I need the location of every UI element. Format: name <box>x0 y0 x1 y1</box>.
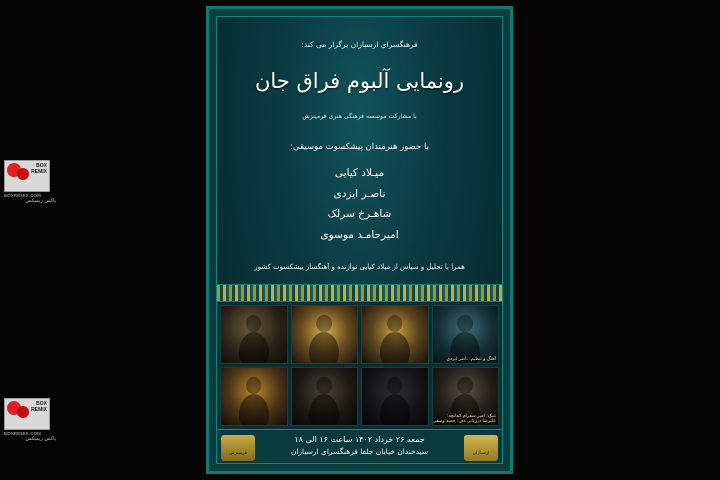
watermark-title-line1: BOX <box>36 401 47 407</box>
watermark-logo-icon <box>4 398 50 430</box>
figure-body <box>239 332 269 364</box>
figure-head <box>316 315 332 332</box>
figure-head <box>246 315 262 332</box>
event-datetime: جمعه ۲۶ خرداد ۱۴۰۲ ساعت ۱۶ الی ۱۸ <box>294 435 425 444</box>
concert-poster <box>206 6 513 474</box>
watermark-persian-text: باکس ریمیکس <box>25 198 56 204</box>
watermark-url: BOXREMIX.COM <box>4 193 42 198</box>
photo-row-bottom <box>220 367 499 426</box>
figure-head <box>457 377 473 394</box>
artist-name: امیرحامـد موسوی <box>320 229 399 242</box>
photo-caption: آهنگ و تنظیم: ناصر ایزدی <box>446 357 496 363</box>
watermark-top <box>4 160 56 212</box>
presenter-line: فرهنگسرای ارسباران برگزار می کند: <box>301 40 418 49</box>
artist-photo <box>361 367 429 426</box>
watermark-title-line1: BOX <box>36 163 47 169</box>
figure-body <box>239 394 269 426</box>
figure-head <box>246 377 262 394</box>
thanks-line: همرا با تجلیل و سپاس از میلاد کیایی نوازنده و آهنگساز پیشکسوت کشور <box>254 262 465 271</box>
artist-photo <box>432 305 500 364</box>
poster-text-zone <box>217 17 502 284</box>
artist-photo <box>291 305 359 364</box>
sponsor-logo-right <box>464 435 498 461</box>
sponsor-logo-left-label: فرمینزش <box>229 451 247 456</box>
sponsor-logo-left <box>221 435 255 461</box>
artist-photo <box>361 305 429 364</box>
figure-head <box>387 315 403 332</box>
watermark-persian-text: باکس ریمیکس <box>25 436 56 442</box>
photo-row-top <box>220 305 499 364</box>
artist-name: ناصـر ایزدی <box>333 187 386 200</box>
watermark-title-line2: REMIX <box>31 168 47 175</box>
watermark-url: BOXREMIX.COM <box>4 431 42 436</box>
ornamental-divider <box>217 284 502 302</box>
poster-title: رونمایی آلبوم فراق جان <box>254 69 464 94</box>
watermark-bottom <box>4 398 56 450</box>
watermark-title-line2: REMIX <box>31 406 47 413</box>
photo-collage <box>217 302 502 429</box>
poster-inner-frame <box>216 16 503 464</box>
artist-photo <box>291 367 359 426</box>
figure-head <box>387 377 403 394</box>
artist-photo <box>220 367 288 426</box>
watermark-circle-icon <box>17 406 29 418</box>
cooperation-line: با مشارکت موسسه فرهنگی هنری فرمینزش <box>302 112 417 120</box>
event-address: سیدخندان خیابان جلفا فرهنگسرای ارسباران <box>290 447 429 456</box>
sponsor-logo-right-label: ارسباران <box>472 451 490 456</box>
artist-photo <box>432 367 500 426</box>
watermark-circle-icon <box>17 168 29 180</box>
figure-body <box>309 332 339 364</box>
figure-body <box>309 394 339 426</box>
artist-name: میـلاد کیایی <box>334 166 385 179</box>
watermark-logo-icon <box>4 160 50 192</box>
photo-caption: تنبک: امیر شفرام کمانچه: علیرضا درزیانی دف: حمید وصفی <box>432 414 496 425</box>
poster-footer <box>217 429 502 463</box>
with-artists-line: با حضور هنرمندان پیشکسوت موسیقی: <box>290 142 429 153</box>
artist-name-list <box>233 166 486 244</box>
figure-head <box>457 315 473 332</box>
figure-body <box>380 394 410 426</box>
figure-head <box>316 377 332 394</box>
artist-name: شاهـرخ سرلک <box>327 208 392 221</box>
artist-photo <box>220 305 288 364</box>
figure-body <box>380 332 410 364</box>
